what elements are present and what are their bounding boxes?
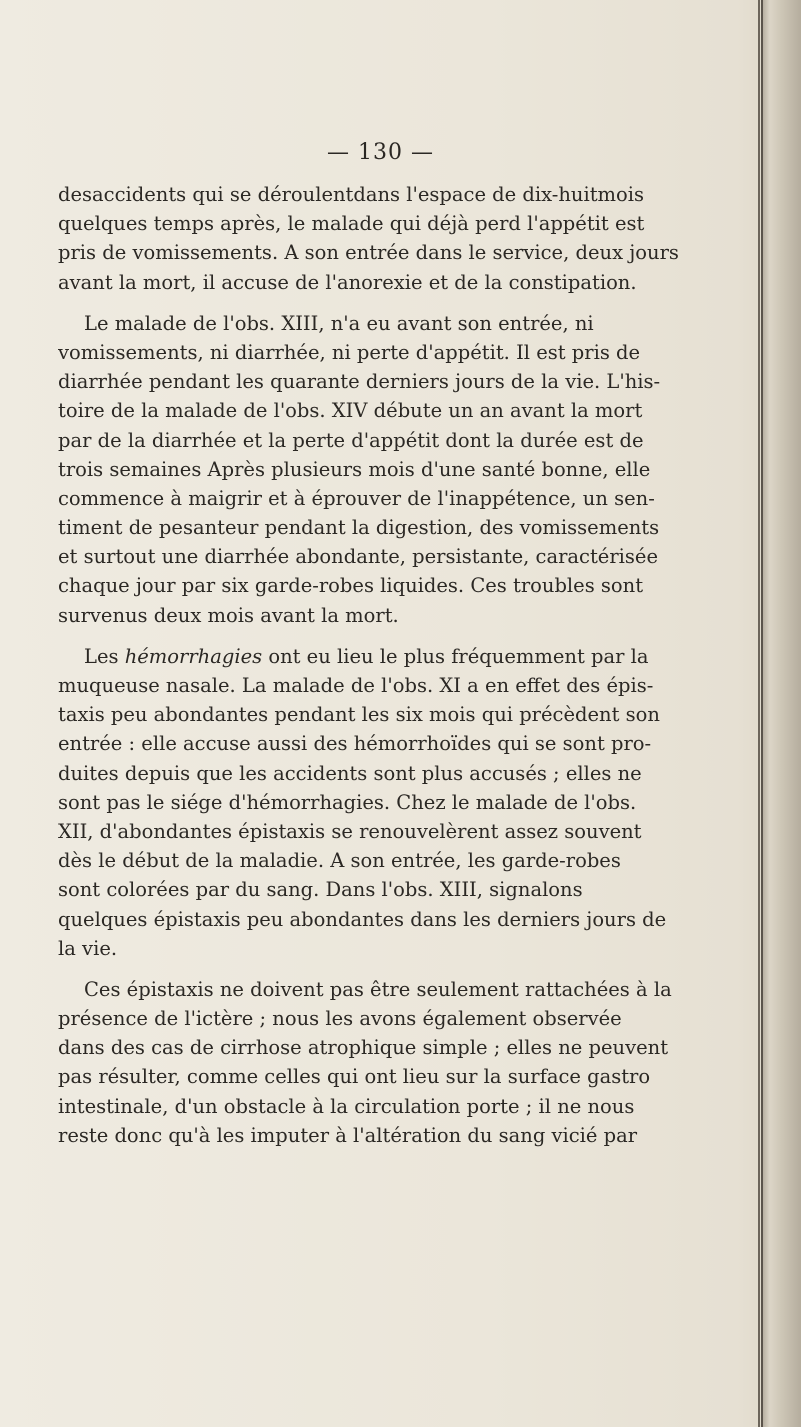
text-line: avant la mort, il accuse de l'anorexie et de la constipation. (58, 270, 637, 294)
text-line: intestinale, d'un obstacle à la circulation porte ; il ne nous (58, 1094, 635, 1118)
text-line: sont pas le siége d'hémorrhagies. Chez le malade de l'obs. (58, 790, 637, 814)
text-line: taxis peu abondantes pendant les six mois qui précèdent son (58, 703, 660, 727)
page-number: — 130 — (327, 140, 434, 165)
text-fragment: Les (84, 644, 125, 668)
text-line: timent de pesanteur pendant la digestion, des vomissements (58, 516, 660, 540)
body-text (58, 180, 768, 1150)
emphasis-term: hémorrhagies (124, 644, 263, 668)
text-line: muqueuse nasale. La malade de l'obs. XI a en effet des épis- (58, 674, 654, 697)
text-line: pris de vomissements. A son entrée dans le service, deux jours (58, 241, 679, 265)
text-line: dans des cas de cirrhose atrophique simple ; elles ne peuvent (58, 1036, 669, 1060)
text-line: quelques temps après, le malade qui déjà perd l'appétit est (58, 212, 645, 236)
text-line: diarrhée pendant les quarante derniers jours de la vie. L'his- (58, 370, 661, 394)
text-line: sont colorées par du sang. Dans l'obs. XIII, signalons (58, 878, 583, 902)
text-line: vomissements, ni diarrhée, ni perte d'appétit. Il est pris de (58, 340, 641, 364)
text-line: desaccidents qui se déroulentdans l'espace de dix-huitmois (58, 183, 645, 206)
text-line: survenus deux mois avant la mort. (58, 603, 399, 627)
paragraph-4 (58, 975, 768, 1150)
text-line: chaque jour par six garde-robes liquides. Ces troubles sont (58, 574, 644, 598)
text-fragment: ont eu lieu le plus fréquemment par la (262, 644, 649, 668)
text-line: Le malade de l'obs. XIII, n'a eu avant son entrée, ni (84, 311, 594, 335)
text-line: entrée : elle accuse aussi des hémorrhoïdes qui se sont pro- (58, 732, 652, 756)
text-line: et surtout une diarrhée abondante, persistante, caractérisée (58, 545, 658, 569)
paragraph-1 (58, 180, 768, 297)
paragraph-3 (58, 642, 768, 963)
text-line: trois semaines Après plusieurs mois d'une santé bonne, elle (58, 457, 651, 481)
text-line: commence à maigrir et à éprouver de l'inappétence, un sen- (58, 486, 655, 510)
text-line (58, 642, 768, 671)
text-line: pas résulter, comme celles qui ont lieu sur la surface gastro (58, 1065, 651, 1089)
text-line: duites depuis que les accidents sont plus accusés ; elles ne (58, 761, 642, 785)
text-line: la vie. (58, 936, 118, 960)
text-line: XII, d'abondantes épistaxis se renouvelèrent assez souvent (58, 819, 642, 843)
text-line: Ces épistaxis ne doivent pas être seulement rattachées à la (84, 977, 672, 1001)
text-line: présence de l'ictère ; nous les avons également observée (58, 1007, 622, 1031)
text-line: toire de la malade de l'obs. XIV débute un an avant la mort (58, 399, 643, 423)
paragraph-2 (58, 309, 768, 630)
text-line: dès le début de la maladie. A son entrée, les garde-robes (58, 849, 621, 873)
text-line: par de la diarrhée et la perte d'appétit dont la durée est de (58, 428, 644, 452)
text-line: reste donc qu'à les imputer à l'altération du sang vicié par (58, 1123, 638, 1147)
text-line: quelques épistaxis peu abondantes dans les derniers jours de (58, 907, 667, 931)
